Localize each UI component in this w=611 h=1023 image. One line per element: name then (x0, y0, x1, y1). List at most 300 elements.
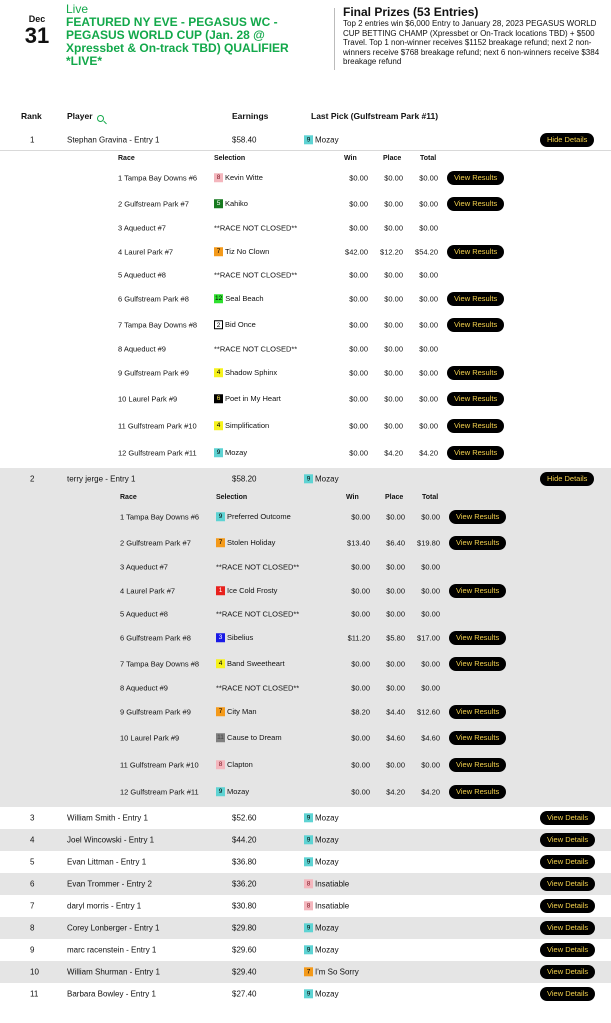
details-button-cell (540, 899, 595, 913)
selection-cell (216, 659, 285, 669)
last-pick-column-header: Last Pick (Gulfstream Park #11) (311, 111, 439, 121)
search-icon[interactable] (97, 115, 104, 122)
view-results-button[interactable]: View Results (449, 705, 506, 719)
player-column-header (67, 111, 104, 121)
place-amount: $6.40 (386, 538, 405, 547)
total-column-header: Total (420, 155, 437, 162)
view-results-button[interactable]: View Results (449, 584, 506, 598)
player-name: marc racenstein - Entry 1 (67, 945, 157, 955)
post-position-badge: 8 (214, 173, 223, 182)
selection-name: Clapton (227, 759, 253, 769)
win-amount: $0.00 (351, 586, 370, 595)
live-label: Live (66, 2, 89, 16)
leaderboard-row (0, 468, 611, 490)
race-row (0, 650, 611, 677)
last-pick-cell (304, 835, 339, 844)
total-amount: $4.60 (421, 733, 440, 742)
race-row (0, 556, 611, 578)
earnings-cell: $27.40 (232, 989, 257, 999)
last-pick-name: Mozay (315, 134, 339, 144)
leaderboard-row (0, 961, 611, 983)
selection-name: Ice Cold Frosty (227, 585, 278, 595)
race-name: 10 Laurel Park #9 (118, 394, 178, 403)
last-pick-cell (304, 989, 339, 998)
player-name: William Shurman - Entry 1 (67, 967, 160, 977)
race-row (0, 412, 611, 439)
details-button-cell (540, 833, 595, 847)
win-amount: $0.00 (349, 368, 368, 377)
selection-cell (216, 760, 253, 770)
race-row (0, 625, 611, 650)
selection-cell (214, 271, 297, 280)
win-amount: $0.00 (351, 760, 370, 769)
selection-name: **RACE NOT CLOSED** (214, 223, 298, 233)
post-position-badge: 3 (216, 633, 225, 642)
total-amount: $0.00 (421, 659, 440, 668)
win-amount: $0.00 (349, 394, 368, 403)
total-amount: $0.00 (419, 394, 438, 403)
view-results-button[interactable]: View Results (447, 292, 504, 306)
total-amount: $54.20 (415, 247, 438, 256)
selection-cell (214, 345, 297, 354)
leaderboard-row (0, 873, 611, 895)
total-amount: $0.00 (421, 512, 440, 521)
post-position-badge: 9 (216, 787, 225, 796)
post-position-badge: 7 (216, 538, 225, 547)
post-position-badge: 8 (304, 880, 313, 889)
last-pick-cell (304, 135, 339, 144)
leaderboard-row (0, 851, 611, 873)
view-results-button[interactable]: View Results (447, 245, 504, 259)
results-button-cell (447, 245, 504, 259)
race-row (0, 165, 611, 190)
results-button-cell (449, 510, 506, 524)
total-amount: $0.00 (419, 199, 438, 208)
race-row (0, 439, 611, 466)
results-button-cell (449, 785, 506, 799)
rank-cell: 11 (30, 989, 39, 999)
place-amount: $0.00 (384, 294, 403, 303)
view-results-button[interactable]: View Results (447, 392, 504, 406)
view-details-button[interactable]: View Details (540, 855, 595, 869)
details-header (0, 492, 611, 504)
selection-cell (216, 610, 299, 619)
post-position-badge: 9 (216, 512, 225, 521)
win-amount: $0.00 (351, 609, 370, 619)
player-name: daryl morris - Entry 1 (67, 901, 142, 911)
place-column-header: Place (383, 155, 402, 162)
entry-details (0, 151, 611, 468)
view-details-button[interactable]: View Details (540, 965, 595, 979)
rank-cell: 10 (30, 967, 39, 977)
rank-cell: 2 (30, 474, 35, 484)
earnings-cell: $44.20 (232, 835, 257, 845)
race-row (0, 529, 611, 556)
last-pick-cell (304, 813, 339, 822)
earnings-cell: $52.60 (232, 813, 257, 823)
last-pick-cell (304, 901, 349, 910)
place-amount: $0.00 (384, 270, 403, 280)
place-amount: $4.40 (386, 707, 405, 716)
place-amount: $0.00 (386, 659, 405, 668)
place-amount: $0.00 (384, 368, 403, 377)
race-row (0, 778, 611, 805)
results-button-cell (447, 292, 504, 306)
win-amount: $0.00 (349, 270, 368, 280)
post-position-badge: 1 (216, 586, 225, 595)
last-pick-name: Insatiable (315, 879, 350, 889)
selection-name: Poet in My Heart (225, 393, 281, 403)
race-name: 12 Gulfstream Park #11 (118, 448, 197, 457)
race-name: 2 Gulfstream Park #7 (118, 199, 189, 208)
post-position-badge: 9 (304, 858, 313, 867)
win-amount: $0.00 (351, 733, 370, 742)
rank-column-header: Rank (21, 111, 42, 121)
post-position-badge: 9 (304, 836, 313, 845)
race-name: 1 Tampa Bay Downs #6 (118, 173, 198, 182)
earnings-cell: $58.40 (232, 135, 257, 144)
race-name: 10 Laurel Park #9 (120, 733, 180, 742)
post-position-badge: 8 (304, 902, 313, 911)
race-name: 9 Gulfstream Park #9 (120, 707, 191, 716)
player-name: Evan Littman - Entry 1 (67, 857, 147, 867)
results-button-cell (447, 419, 504, 433)
race-name: 4 Laurel Park #7 (118, 247, 174, 256)
race-row (0, 217, 611, 239)
race-name: 5 Aqueduct #8 (120, 609, 168, 619)
place-amount: $0.00 (384, 223, 403, 233)
earnings-cell: $30.80 (232, 901, 257, 911)
earnings-cell: $29.60 (232, 945, 257, 955)
player-name: Joel Wincowski - Entry 1 (67, 835, 155, 845)
player-name: Corey Lonberger - Entry 1 (67, 923, 160, 933)
rank-cell: 5 (30, 857, 35, 867)
prizes-description: Top 2 entries win $6,000 Entry to January 28, 2023 PEGASUS WORLD CUP BETTING CHAMP (Xpressbet or On-Track locations TBD) + $500 Travel. Top 1 non-winner receives $1152 breakage refund; next 2 non-winners receive $768 breakage refund; next 6 non-winners receive $384 breakage refund (343, 19, 600, 66)
post-position-badge: 9 (214, 448, 223, 457)
place-amount: $0.00 (386, 760, 405, 769)
prizes-title: Final Prizes (53 Entries) (343, 5, 479, 19)
rank-cell: 4 (30, 835, 35, 845)
last-pick-cell (304, 923, 339, 932)
selection-name: Mozay (227, 786, 250, 796)
view-results-button[interactable]: View Results (447, 419, 504, 433)
selection-cell (216, 586, 277, 596)
view-results-button[interactable]: View Results (449, 510, 506, 524)
player-name: William Smith - Entry 1 (67, 813, 148, 823)
win-amount: $0.00 (349, 344, 368, 354)
results-button-cell (449, 705, 506, 719)
results-button-cell (449, 536, 506, 550)
results-button-cell (449, 584, 506, 598)
leaderboard-row (0, 917, 611, 939)
place-amount: $4.20 (384, 448, 403, 457)
last-pick-cell (304, 967, 359, 976)
race-name: 5 Aqueduct #8 (118, 270, 166, 280)
player-column-label: Player (67, 111, 93, 121)
post-position-badge: 9 (304, 946, 313, 955)
place-amount: $0.00 (384, 344, 403, 354)
view-details-button[interactable]: View Details (540, 877, 595, 891)
total-amount: $4.20 (419, 448, 438, 457)
win-amount: $0.00 (349, 294, 368, 303)
post-position-badge: 2 (214, 320, 223, 329)
contest-date (18, 14, 56, 48)
selection-name: Simplification (225, 420, 270, 430)
selection-cell (214, 173, 263, 183)
selection-name: Kevin Witte (225, 172, 263, 182)
race-row (0, 751, 611, 778)
race-row (0, 239, 611, 264)
total-amount: $0.00 (421, 586, 440, 595)
selection-cell (214, 394, 281, 404)
total-amount: $12.60 (417, 707, 440, 716)
race-name: 8 Aqueduct #9 (118, 344, 166, 354)
results-button-cell (447, 446, 504, 460)
view-results-button[interactable]: View Results (449, 758, 506, 772)
total-amount: $0.00 (419, 294, 438, 303)
selection-name: Mozay (225, 447, 248, 457)
place-amount: $0.00 (386, 586, 405, 595)
last-pick-name: Mozay (315, 835, 339, 845)
selection-name: **RACE NOT CLOSED** (216, 609, 300, 619)
race-row (0, 385, 611, 412)
selection-cell (214, 247, 269, 257)
total-amount: $0.00 (421, 760, 440, 769)
place-amount: $4.60 (386, 733, 405, 742)
view-details-button[interactable]: View Details (540, 987, 595, 1001)
selection-cell (216, 538, 275, 548)
selection-cell (216, 787, 249, 797)
place-amount: $0.00 (386, 683, 405, 693)
rank-cell: 9 (30, 945, 35, 955)
selection-name: Stolen Holiday (227, 537, 276, 547)
last-pick-name: Mozay (315, 813, 339, 823)
contest-title-block (66, 2, 321, 68)
last-pick-cell (304, 945, 339, 954)
selection-name: Band Sweetheart (227, 658, 285, 668)
view-results-button[interactable]: View Results (449, 731, 506, 745)
earnings-cell: $58.20 (232, 474, 257, 484)
race-name: 11 Gulfstream Park #10 (118, 421, 197, 430)
post-position-badge: 12 (215, 295, 223, 303)
selection-cell (214, 320, 256, 330)
post-position-badge: 11 (217, 734, 224, 742)
selection-name: Tiz No Clown (225, 246, 270, 256)
race-row (0, 504, 611, 529)
post-position-badge: 9 (304, 475, 313, 484)
leaderboard-row (0, 807, 611, 829)
prizes-block (343, 5, 605, 67)
selection-name: City Man (227, 706, 257, 716)
win-amount: $13.40 (347, 538, 370, 547)
rank-cell: 8 (30, 923, 35, 933)
view-details-button[interactable]: View Details (540, 943, 595, 957)
race-row (0, 311, 611, 338)
race-name: 6 Gulfstream Park #8 (118, 294, 189, 303)
race-name: 1 Tampa Bay Downs #6 (120, 512, 200, 521)
view-results-button[interactable]: View Results (449, 631, 506, 645)
total-column-header: Total (422, 494, 439, 501)
selection-name: **RACE NOT CLOSED** (214, 270, 298, 280)
last-pick-name: I'm So Sorry (315, 967, 359, 977)
view-details-button[interactable]: View Details (540, 811, 595, 825)
selection-name: Seal Beach (225, 293, 264, 303)
view-results-button[interactable]: View Results (447, 446, 504, 460)
win-amount: $42.00 (345, 247, 368, 256)
total-amount: $17.00 (417, 633, 440, 642)
win-amount: $0.00 (349, 421, 368, 430)
last-pick-name: Mozay (315, 989, 339, 999)
selection-cell (216, 733, 282, 743)
earnings-cell: $36.20 (232, 879, 257, 889)
place-amount: $0.00 (384, 320, 403, 329)
leaderboard-row (0, 939, 611, 961)
selection-column-header: Selection (214, 155, 246, 162)
selection-name: Shadow Sphinx (225, 367, 278, 377)
race-row (0, 264, 611, 286)
results-button-cell (449, 731, 506, 745)
selection-name: Kahiko (225, 198, 248, 208)
post-position-badge: 7 (216, 707, 225, 716)
view-results-button[interactable]: View Results (447, 366, 504, 380)
contest-title: FEATURED NY EVE - PEGASUS WC - PEGASUS WORLD CUP (Jan. 28 @ Xpressbet & On-track TBD) QUALIFIER *LIVE* (66, 15, 289, 68)
last-pick-name: Mozay (315, 857, 339, 867)
player-name: Stephan Gravina - Entry 1 (67, 135, 160, 144)
place-amount: $0.00 (386, 562, 405, 572)
race-row (0, 338, 611, 360)
place-amount: $4.20 (386, 787, 405, 796)
details-button-cell (540, 811, 595, 825)
total-amount: $0.00 (419, 368, 438, 377)
win-amount: $0.00 (351, 659, 370, 668)
win-amount: $0.00 (349, 199, 368, 208)
view-results-button[interactable]: View Results (449, 785, 506, 799)
last-pick-name: Insatiable (315, 901, 350, 911)
last-pick-cell (304, 857, 339, 866)
race-column-header: Race (118, 155, 135, 162)
player-name: Evan Trommer - Entry 2 (67, 879, 152, 889)
post-position-badge: 9 (304, 814, 313, 823)
view-results-button[interactable]: View Results (449, 657, 506, 671)
total-amount: $4.20 (421, 787, 440, 796)
post-position-badge: 7 (304, 968, 313, 977)
last-pick-name: Mozay (315, 945, 339, 955)
date-day: 31 (24, 23, 50, 48)
place-amount: $0.00 (384, 421, 403, 430)
race-row (0, 724, 611, 751)
total-amount: $0.00 (419, 223, 438, 233)
header-divider (334, 8, 335, 70)
entry-details (0, 490, 611, 807)
details-button-cell (540, 943, 595, 957)
place-amount: $0.00 (384, 173, 403, 182)
total-amount: $0.00 (419, 344, 438, 354)
hide-details-button[interactable]: Hide Details (540, 472, 594, 486)
leaderboard-header (0, 108, 611, 124)
win-amount: $0.00 (349, 173, 368, 182)
leaderboard-row (0, 829, 611, 851)
post-position-badge: 9 (304, 135, 313, 144)
selection-cell (214, 199, 248, 209)
race-column-header: Race (120, 494, 137, 501)
selection-name: Cause to Dream (227, 732, 282, 742)
details-button-cell (540, 877, 595, 891)
earnings-cell: $29.40 (232, 967, 257, 977)
win-amount: $11.20 (347, 633, 370, 642)
total-amount: $0.00 (419, 270, 438, 280)
details-button-cell (540, 987, 595, 1001)
view-details-button[interactable]: View Details (540, 921, 595, 935)
total-amount: $19.80 (417, 538, 440, 547)
race-row (0, 360, 611, 385)
hide-details-button[interactable]: Hide Details (540, 133, 594, 147)
view-details-button[interactable]: View Details (540, 899, 595, 913)
total-amount: $0.00 (419, 421, 438, 430)
last-pick-name: Mozay (315, 474, 339, 484)
place-amount: $0.00 (386, 512, 405, 521)
leaderboard-row (0, 895, 611, 917)
win-column-header: Win (346, 494, 359, 501)
results-button-cell (447, 318, 504, 332)
place-amount: $0.00 (384, 199, 403, 208)
details-button-cell (540, 133, 594, 147)
results-button-cell (447, 366, 504, 380)
total-amount: $0.00 (419, 320, 438, 329)
race-name: 4 Laurel Park #7 (120, 586, 176, 595)
player-name: Barbara Bowley - Entry 1 (67, 989, 156, 999)
place-amount: $0.00 (384, 394, 403, 403)
details-button-cell (540, 855, 595, 869)
view-details-button[interactable]: View Details (540, 833, 595, 847)
post-position-badge: 6 (214, 394, 223, 403)
race-name: 3 Aqueduct #7 (118, 223, 166, 233)
selection-name: **RACE NOT CLOSED** (216, 683, 300, 693)
win-amount: $0.00 (349, 320, 368, 329)
selection-cell (216, 707, 257, 717)
race-name: 6 Gulfstream Park #8 (120, 633, 191, 642)
place-column-header: Place (385, 494, 404, 501)
results-button-cell (447, 171, 504, 185)
selection-cell (214, 294, 264, 304)
selection-column-header: Selection (216, 494, 248, 501)
race-name: 12 Gulfstream Park #11 (120, 787, 199, 796)
place-amount: $12.20 (380, 247, 403, 256)
win-amount: $0.00 (351, 512, 370, 521)
win-amount: $0.00 (351, 787, 370, 796)
race-name: 7 Tampa Bay Downs #8 (120, 659, 200, 668)
view-results-button[interactable]: View Results (449, 536, 506, 550)
view-results-button[interactable]: View Results (447, 171, 504, 185)
race-name: 8 Aqueduct #9 (120, 683, 168, 693)
selection-name: Sibelius (227, 632, 254, 642)
leaderboard-row (0, 129, 611, 151)
earnings-column-header: Earnings (232, 111, 269, 121)
rank-cell: 3 (30, 813, 35, 823)
post-position-badge: 4 (216, 659, 225, 668)
view-results-button[interactable]: View Results (447, 197, 504, 211)
results-button-cell (449, 631, 506, 645)
post-position-badge: 9 (304, 924, 313, 933)
contest-header (0, 0, 611, 100)
player-name: terry jerge - Entry 1 (67, 474, 136, 484)
place-amount: $0.00 (386, 609, 405, 619)
selection-cell (216, 563, 299, 572)
selection-cell (216, 633, 253, 643)
details-header (0, 153, 611, 165)
view-results-button[interactable]: View Results (447, 318, 504, 332)
race-row (0, 677, 611, 699)
race-row (0, 578, 611, 603)
